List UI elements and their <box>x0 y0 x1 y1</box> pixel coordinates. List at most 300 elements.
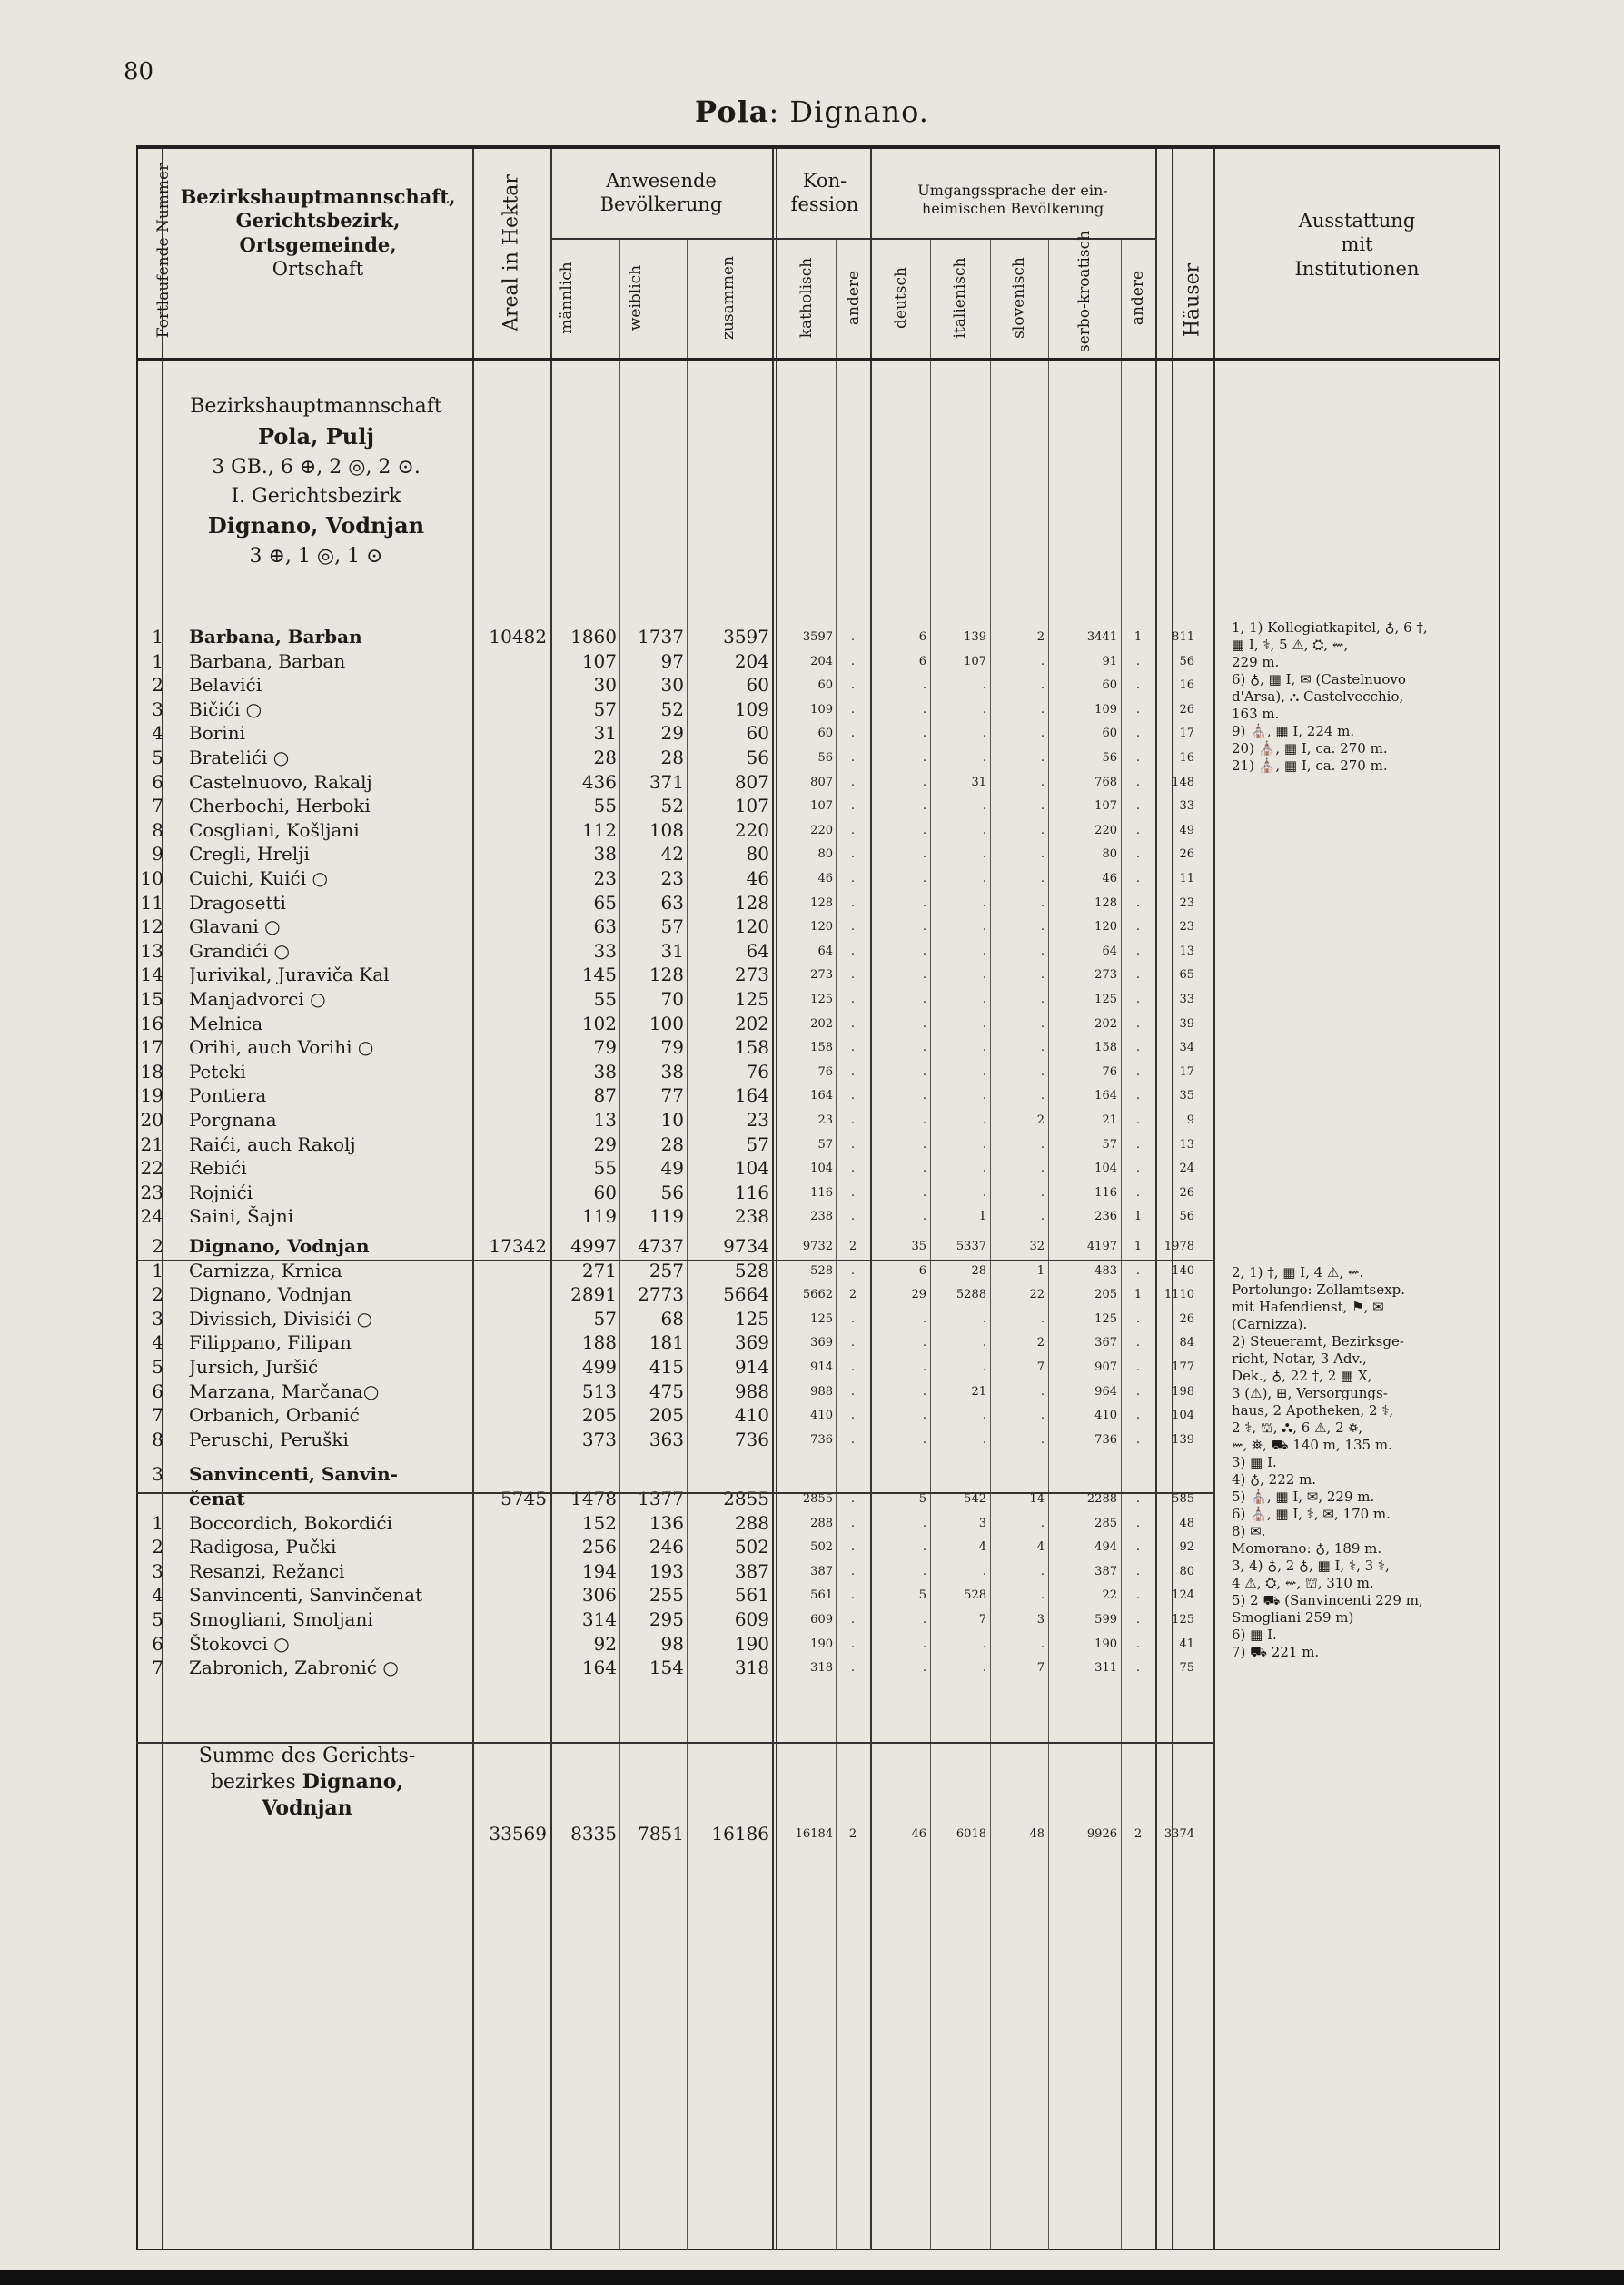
cell-s: . <box>1040 872 1045 885</box>
cell-o: . <box>1135 727 1141 741</box>
cell-w: 79 <box>660 1036 684 1059</box>
cell-d: . <box>922 775 926 789</box>
cell-s: 7 <box>1036 1661 1045 1676</box>
cell-i: . <box>982 1064 986 1079</box>
cell-n: 3 <box>152 1463 163 1486</box>
cell-z: 125 <box>734 988 769 1010</box>
cell-k: 80 <box>817 847 833 862</box>
cell-o: . <box>1135 1432 1141 1447</box>
cell-a: . <box>850 775 856 789</box>
cell-d: . <box>922 1360 926 1374</box>
cell-name: Melnica <box>189 1012 263 1034</box>
cell-h: 41 <box>1179 1637 1194 1651</box>
cell-s: 7 <box>1036 1360 1045 1374</box>
cell-k: 502 <box>810 1540 833 1555</box>
cell-name: Barbana, Barban <box>189 649 346 672</box>
cell-d: . <box>922 1336 926 1350</box>
cell-name: Sanvincenti, Sanvinčenat <box>189 1584 423 1607</box>
note-line: 2) Steueramt, Bezirksge- <box>1232 1333 1404 1350</box>
cell-z: 46 <box>746 867 769 889</box>
cell-h: 75 <box>1179 1661 1194 1676</box>
cell-n: 19 <box>140 1084 163 1107</box>
cell-m: 57 <box>593 1307 617 1330</box>
cell-a: . <box>850 727 856 741</box>
cell-a: . <box>850 895 856 910</box>
cell-m: 499 <box>581 1356 617 1378</box>
cell-d: . <box>922 702 926 717</box>
cell-h: 23 <box>1179 895 1194 910</box>
cell-w: 68 <box>660 1307 684 1330</box>
cell-name: Cosgliani, Košljani <box>189 818 360 841</box>
cell-s: 2 <box>1036 1336 1045 1350</box>
cell-sk: 164 <box>1094 1089 1117 1103</box>
cell-sk: 736 <box>1094 1432 1117 1447</box>
cell-a: . <box>850 847 856 862</box>
cell-a: . <box>850 1113 856 1127</box>
cell-w: 255 <box>649 1584 684 1607</box>
cell-z: 57 <box>746 1133 769 1155</box>
cell-d: . <box>922 920 926 935</box>
cell-sk: 367 <box>1094 1336 1117 1350</box>
cell-w: 119 <box>649 1205 684 1228</box>
cell-d: . <box>922 1210 926 1224</box>
cell-i: 5288 <box>956 1288 986 1302</box>
cell-m: 30 <box>593 674 617 697</box>
note-line: 6) ♁, ▦ I, ✉ (Castelnuovo <box>1232 671 1406 687</box>
cell-a: . <box>850 993 856 1006</box>
cell-s: . <box>1040 1384 1045 1399</box>
section-separator <box>136 1492 1213 1494</box>
cell-m: 152 <box>581 1511 617 1534</box>
header-zusammen: zusammen <box>719 256 738 341</box>
cell-o: . <box>1135 1588 1141 1603</box>
cell-h: 140 <box>1172 1263 1194 1278</box>
cell-w: 97 <box>660 649 684 672</box>
cell-k: 164 <box>810 1089 833 1103</box>
cell-o: . <box>1135 1409 1141 1423</box>
cell-a: . <box>850 1637 856 1651</box>
cell-i: . <box>982 751 986 765</box>
table-row <box>136 963 1500 987</box>
cell-s: . <box>1040 1185 1045 1200</box>
cell-sk: 64 <box>1102 944 1117 958</box>
note-line: 6) ⛪, ▦ I, ⚕, ✉, 170 m. <box>1232 1506 1391 1522</box>
cell-n: 8 <box>152 1428 163 1450</box>
cell-s: . <box>1040 847 1045 862</box>
cell-h: 16 <box>1179 751 1194 765</box>
cell-h: 56 <box>1179 654 1194 668</box>
cell-sk: 907 <box>1094 1360 1117 1374</box>
cell-k: 158 <box>810 1041 833 1055</box>
cell-s: 4 <box>1036 1540 1045 1555</box>
cell-sk: 60 <box>1102 678 1117 693</box>
cell-k: 273 <box>810 968 833 983</box>
cell-sk: 158 <box>1094 1041 1117 1055</box>
cell-z: 64 <box>746 939 769 962</box>
cell-w: 31 <box>660 939 684 962</box>
cell-k: 120 <box>810 920 833 935</box>
cell-s: . <box>1040 1137 1045 1152</box>
note-line: haus, 2 Apotheken, 2 ⚕, <box>1232 1402 1394 1419</box>
cell-d: . <box>922 895 926 910</box>
cell-m: 28 <box>593 747 617 768</box>
cell-z: 125 <box>734 1307 769 1330</box>
header-subline <box>870 238 1155 240</box>
cell-sk: 125 <box>1094 993 1117 1006</box>
cell-d: . <box>922 1661 926 1676</box>
cell-a: . <box>850 920 856 935</box>
cell-k: 369 <box>810 1336 833 1350</box>
cell-k: 238 <box>810 1210 833 1224</box>
cell-o: . <box>1135 1516 1141 1530</box>
cell-i: . <box>982 1432 986 1447</box>
header-umgangssprache: Umgangssprache der ein- heimischen Bevölkerung <box>917 182 1108 217</box>
note-line: mit Hafendienst, ⚑, ✉ <box>1232 1299 1384 1315</box>
cell-n: 22 <box>140 1157 163 1180</box>
cell-d: . <box>922 1311 926 1326</box>
cell-w: 49 <box>660 1157 684 1180</box>
cell-h: 48 <box>1179 1516 1194 1530</box>
cell-h: 33 <box>1179 799 1194 814</box>
cell-k: 914 <box>810 1360 833 1374</box>
cell-m: 513 <box>581 1380 617 1402</box>
cell-sk: 107 <box>1094 799 1117 814</box>
cell-a: . <box>850 1588 856 1603</box>
header-ausstattung: Ausstattung mit Institutionen <box>1294 210 1420 280</box>
cell-w: 136 <box>649 1511 684 1534</box>
cell-s: . <box>1040 1064 1045 1079</box>
cell-i: . <box>982 1089 986 1103</box>
cell-s: . <box>1040 799 1045 814</box>
cell-w: 10 <box>660 1109 684 1131</box>
cell-w: 475 <box>649 1380 684 1402</box>
cell-i: 1 <box>978 1210 986 1224</box>
cell-a: . <box>850 1492 856 1506</box>
cell-m: 306 <box>581 1584 617 1607</box>
cell-i: 139 <box>964 630 986 644</box>
cell-m: 256 <box>581 1536 617 1558</box>
table-row <box>136 1133 1500 1157</box>
cell-z: 116 <box>734 1181 769 1203</box>
cell-m: 1860 <box>570 626 617 648</box>
cell-w: 98 <box>660 1632 684 1655</box>
cell-w: 246 <box>649 1536 684 1558</box>
cell-i: . <box>982 847 986 862</box>
note-line: 163 m. <box>1232 706 1280 722</box>
cell-k: 60 <box>817 678 833 693</box>
header-slovenisch: slovenisch <box>1010 257 1028 339</box>
cell-i: . <box>982 1637 986 1651</box>
cell-n: 2 <box>152 1283 163 1306</box>
cell-n: 7 <box>152 795 163 817</box>
notes-section-1 <box>1232 619 1504 775</box>
cell-name: čenat <box>189 1488 245 1509</box>
cell-h: 104 <box>1172 1409 1194 1423</box>
cell-w: 42 <box>660 843 684 866</box>
cell-n: 1 <box>152 1511 163 1534</box>
cell-d: 5 <box>918 1588 926 1603</box>
cell-s: . <box>1040 702 1045 717</box>
cell-sk: 599 <box>1094 1613 1117 1627</box>
page-number: 80 <box>124 58 154 85</box>
cell-h: 49 <box>1179 823 1194 837</box>
cell-i: . <box>982 1016 986 1031</box>
table-row <box>136 1156 1500 1181</box>
cell-o: . <box>1135 993 1141 1006</box>
cell-s: . <box>1040 1041 1045 1055</box>
cell-name: Peteki <box>189 1060 246 1083</box>
cell-o: 1 <box>1134 1288 1143 1302</box>
cell-a: 2 <box>848 1288 857 1302</box>
cell-n: 3 <box>152 1559 163 1582</box>
cell-w: 128 <box>649 964 684 986</box>
notes-section-2 <box>1232 1264 1504 1661</box>
cell-n: 4 <box>152 1331 163 1354</box>
cell-m: 38 <box>593 843 617 866</box>
section-separator <box>136 1260 1213 1261</box>
cell-sk: 2288 <box>1086 1492 1117 1506</box>
cell-z: 807 <box>734 770 769 793</box>
cell-d: . <box>922 1613 926 1627</box>
cell-sk: 116 <box>1094 1185 1117 1200</box>
cell-s: . <box>1040 1016 1045 1031</box>
cell-z: 238 <box>734 1205 769 1228</box>
cell-s: . <box>1040 678 1045 693</box>
cell-o: . <box>1135 1064 1141 1079</box>
cell-sk: 128 <box>1094 895 1117 910</box>
cell-i: . <box>982 1336 986 1350</box>
cell-areal: 10482 <box>489 626 547 648</box>
cell-a: . <box>850 968 856 983</box>
cell-d: . <box>922 872 926 885</box>
cell-m: 23 <box>593 867 617 889</box>
note-line: ⇜, ⛯, ⛟ 140 m, 135 m. <box>1232 1437 1392 1453</box>
cell-m: 194 <box>581 1559 617 1582</box>
cell-d: . <box>922 823 926 837</box>
cell-o: . <box>1135 1637 1141 1651</box>
cell-w: 181 <box>649 1331 684 1354</box>
cell-sk: 80 <box>1102 847 1117 862</box>
cell-o: 1 <box>1134 1240 1143 1253</box>
cell-d: . <box>922 727 926 741</box>
cell-i: 5337 <box>956 1240 986 1253</box>
cell-a: . <box>850 1661 856 1676</box>
cell-d: . <box>922 678 926 693</box>
cell-name: Barbana, Barban <box>189 626 362 648</box>
cell-m: 33 <box>593 939 617 962</box>
cell-a: . <box>850 630 856 644</box>
cell-i: 7 <box>978 1613 986 1627</box>
header-andere-konfession: andere <box>845 270 863 326</box>
cell-h: 17 <box>1179 727 1194 741</box>
cell-n: 1 <box>152 626 163 648</box>
cell-m: 31 <box>593 722 617 745</box>
header-subline <box>550 238 870 240</box>
cell-z: 988 <box>734 1380 769 1402</box>
cell-d: . <box>922 1637 926 1651</box>
cell-d: . <box>922 1432 926 1447</box>
cell-name: Raići, auch Rakolj <box>189 1133 356 1155</box>
cell-s: . <box>1040 1516 1045 1530</box>
cell-d: . <box>922 1540 926 1555</box>
cell-a: . <box>850 1564 856 1578</box>
table-row <box>136 818 1500 843</box>
cell-h: 35 <box>1179 1089 1194 1103</box>
cell-i: . <box>982 1185 986 1200</box>
cell-h: 11 <box>1179 872 1194 885</box>
cell-name: Belavići <box>189 674 262 697</box>
cell-i: 542 <box>964 1492 986 1506</box>
cell-name: Resanzi, Režanci <box>189 1559 345 1582</box>
cell-h: 198 <box>1172 1384 1194 1399</box>
cell-sk: 768 <box>1094 775 1117 789</box>
cell-k: 128 <box>810 895 833 910</box>
cell-name: Sanvincenti, Sanvin- <box>189 1463 398 1486</box>
cell-h: 811 <box>1172 630 1194 644</box>
note-line: 2, 1) †, ▦ I, 4 ⚠, ⇜. <box>1232 1264 1364 1281</box>
cell-m: 57 <box>593 697 617 720</box>
cell-z: 128 <box>734 891 769 914</box>
cell-z: 410 <box>734 1404 769 1427</box>
cell-s: . <box>1040 920 1045 935</box>
cell-w: 56 <box>660 1181 684 1203</box>
cell-z: 736 <box>734 1428 769 1450</box>
cell-h: 148 <box>1172 775 1194 789</box>
cell-o: . <box>1135 799 1141 814</box>
cell-sk: 220 <box>1094 823 1117 837</box>
cell-n: 11 <box>140 891 163 914</box>
cell-a: . <box>850 751 856 765</box>
cell-h: 16 <box>1179 678 1194 693</box>
cell-s: 14 <box>1029 1492 1045 1506</box>
cell-sk: 410 <box>1094 1409 1117 1423</box>
cell-o: . <box>1135 1137 1141 1152</box>
cell-name: Dignano, Vodnjan <box>189 1283 352 1306</box>
cell-w: 1737 <box>638 626 684 648</box>
table-row <box>136 1083 1500 1108</box>
cell-w: 108 <box>649 818 684 841</box>
cell-s: 2 <box>1036 630 1045 644</box>
cell-name: Borini <box>189 722 245 745</box>
cell-n: 1 <box>152 649 163 672</box>
cell-k: 807 <box>810 775 833 789</box>
cell-z: 369 <box>734 1331 769 1354</box>
cell-sk: 21 <box>1102 1113 1117 1127</box>
cell-m: 107 <box>581 649 617 672</box>
note-line: 3, 4) ♁, 2 ♁, ▦ I, ⚕, 3 ⚕, <box>1232 1558 1390 1574</box>
cell-d: . <box>922 1041 926 1055</box>
cell-i: . <box>982 823 986 837</box>
cell-m: 63 <box>593 915 617 938</box>
header-konfession: Kon- fession <box>790 170 859 216</box>
cell-a: . <box>850 1089 856 1103</box>
header-bottom-line <box>136 358 1500 361</box>
cell-w: 77 <box>660 1084 684 1107</box>
cell-h: 177 <box>1172 1360 1194 1374</box>
cell-i: . <box>982 727 986 741</box>
cell-o: . <box>1135 1185 1141 1200</box>
cell-a: . <box>850 1516 856 1530</box>
cell-z: 387 <box>734 1559 769 1582</box>
cell-sk: 91 <box>1102 654 1117 668</box>
cell-o: . <box>1135 847 1141 862</box>
cell-a: . <box>850 944 856 958</box>
table-row <box>136 1181 1500 1205</box>
cell-i: . <box>982 944 986 958</box>
cell-d: 5 <box>918 1492 926 1506</box>
cell-n: 3 <box>152 697 163 720</box>
cell-w: 193 <box>649 1559 684 1582</box>
cell-d: 35 <box>911 1240 926 1253</box>
cell-n: 16 <box>140 1012 163 1034</box>
cell-a: . <box>850 823 856 837</box>
cell-z: 109 <box>734 697 769 720</box>
cell-s: 22 <box>1029 1288 1045 1302</box>
cell-s: . <box>1040 1162 1045 1176</box>
cell-m: 188 <box>581 1331 617 1354</box>
cell-sk: 273 <box>1094 968 1117 983</box>
table-row <box>136 939 1500 964</box>
cell-h: 33 <box>1179 993 1194 1006</box>
cell-m: 29 <box>593 1133 617 1155</box>
cell-s: . <box>1040 1564 1045 1578</box>
note-line: Smogliani 259 m) <box>1232 1609 1354 1626</box>
cell-z: 158 <box>734 1036 769 1059</box>
cell-m: 119 <box>581 1205 617 1228</box>
note-line: 3 (⚠), ⊞, Versorgungs- <box>1232 1385 1388 1401</box>
cell-sk: 205 <box>1094 1288 1117 1302</box>
cell-m: 55 <box>593 795 617 817</box>
cell-d: . <box>922 1409 926 1423</box>
cell-sk: 104 <box>1094 1162 1117 1176</box>
cell-d: . <box>922 993 926 1006</box>
cell-z: 202 <box>734 1012 769 1034</box>
table-row <box>136 1035 1500 1060</box>
cell-i: . <box>982 1113 986 1127</box>
cell-i: . <box>982 1162 986 1176</box>
cell-name: Castelnuovo, Rakalj <box>189 770 372 793</box>
cell-w: 205 <box>649 1404 684 1427</box>
cell-z: 164 <box>734 1084 769 1107</box>
cell-h: 26 <box>1179 702 1194 717</box>
header-areal: Areal in Hektar <box>500 174 523 331</box>
cell-o: . <box>1135 751 1141 765</box>
cell-h: 13 <box>1179 1137 1194 1152</box>
table-row <box>136 1060 1500 1084</box>
cell-m: 2891 <box>570 1283 617 1306</box>
cell-m: 4997 <box>570 1235 617 1257</box>
cell-w: 57 <box>660 915 684 938</box>
cell-d: . <box>922 751 926 765</box>
district-intro: Bezirkshauptmannschaft Pola, Pulj 3 GB., 6 ⊕, 2 ◎, 2 ⊙. I. Gerichtsbezirk Dignano, Vodnjan 3 ⊕, 1 ◎, 1 ⊙ <box>190 395 442 569</box>
cell-k: 609 <box>810 1613 833 1627</box>
cell-i: . <box>982 1360 986 1374</box>
cell-o: 1 <box>1134 1210 1143 1224</box>
cell-o: . <box>1135 1661 1141 1676</box>
cell-i: . <box>982 1661 986 1676</box>
cell-z: 3597 <box>723 626 769 648</box>
cell-i: . <box>982 872 986 885</box>
cell-s: . <box>1040 944 1045 958</box>
cell-i: . <box>982 678 986 693</box>
cell-n: 12 <box>140 915 163 938</box>
cell-z: 104 <box>734 1157 769 1180</box>
cell-a: . <box>850 1360 856 1374</box>
cell-n: 15 <box>140 988 163 1010</box>
cell-m: 271 <box>581 1259 617 1281</box>
cell-a: . <box>850 799 856 814</box>
cell-m: 79 <box>593 1036 617 1059</box>
